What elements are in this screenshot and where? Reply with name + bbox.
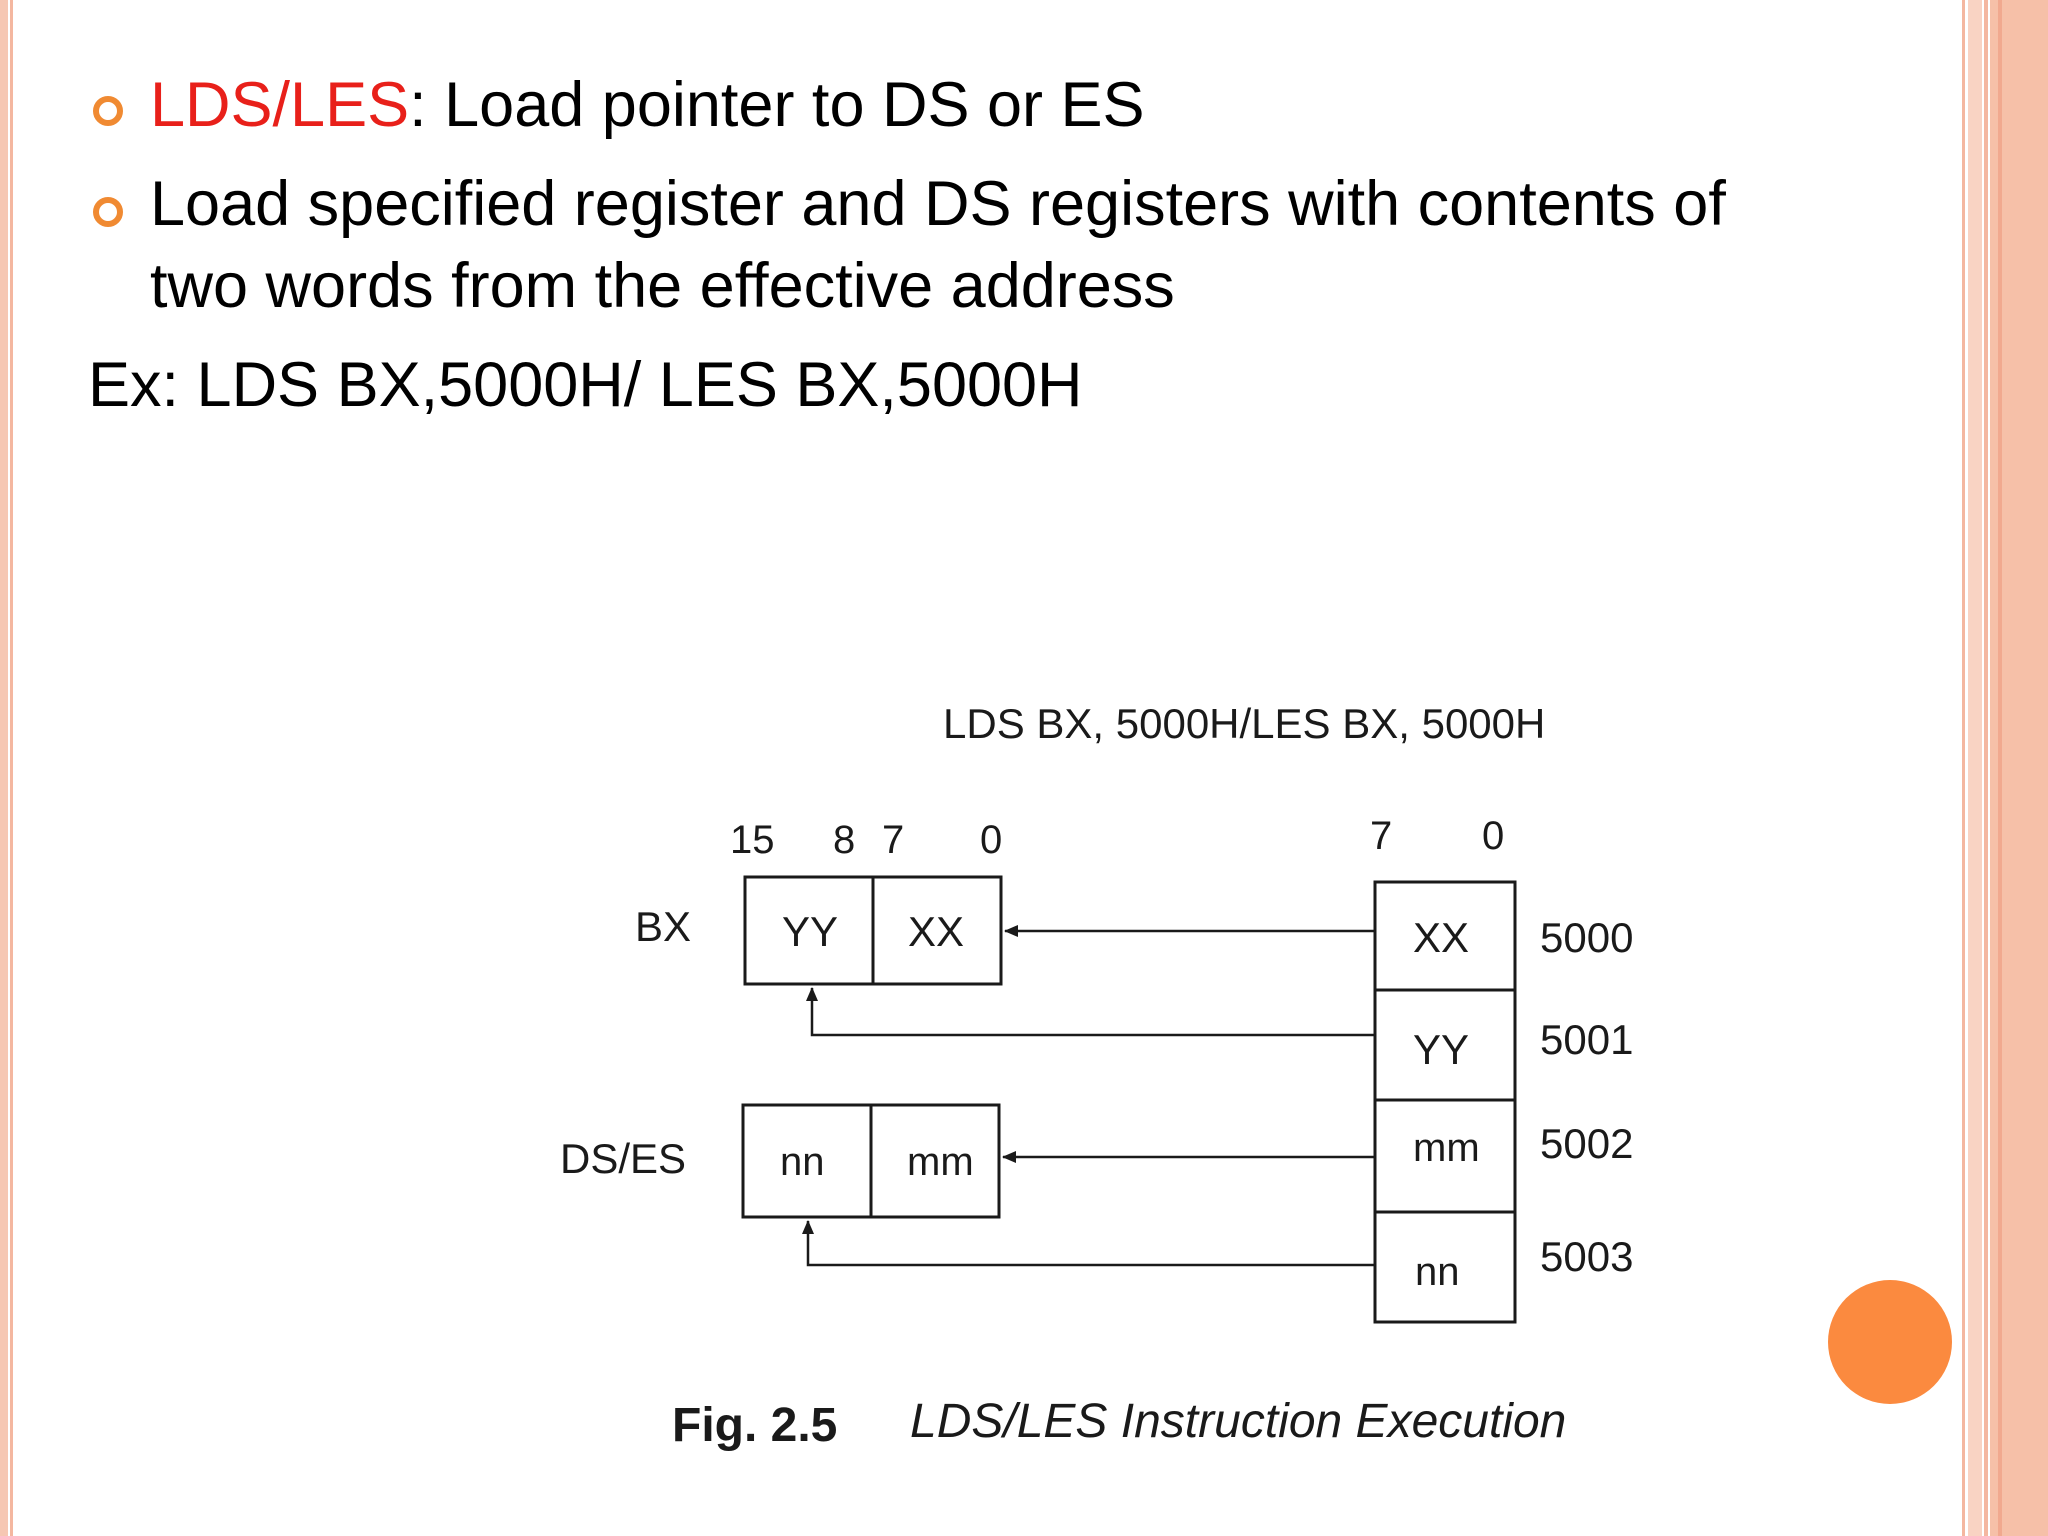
bullet-2-line-2: two words from the effective address bbox=[150, 251, 1175, 321]
bullet-2-line-1: Load specified register and DS registers with contents of bbox=[150, 169, 1726, 239]
memory-value: nn bbox=[1415, 1250, 1460, 1294]
memory-value: XX bbox=[1413, 914, 1470, 961]
dses-label: DS/ES bbox=[560, 1135, 687, 1182]
bit-15-label: 15 bbox=[730, 818, 775, 862]
caption-number: Fig. 2.5 bbox=[672, 1399, 838, 1452]
mem-bit-0-label: 0 bbox=[1482, 814, 1505, 858]
example-text: Ex: LDS BX,5000H/ LES BX,5000H bbox=[88, 350, 1083, 420]
mem-bit-7-label: 7 bbox=[1370, 814, 1393, 858]
bullet-1-highlight: LDS/LES bbox=[150, 70, 410, 140]
bit-8-label: 8 bbox=[833, 818, 856, 862]
memory-address: 5002 bbox=[1540, 1120, 1634, 1167]
bx-high-value: YY bbox=[782, 908, 839, 955]
bit-0-label: 0 bbox=[980, 818, 1003, 862]
caption-text: LDS/LES Instruction Execution bbox=[910, 1395, 1567, 1448]
bit-7-label: 7 bbox=[882, 818, 905, 862]
memory-address: 5001 bbox=[1540, 1016, 1634, 1063]
figure-title: LDS BX, 5000H/LES BX, 5000H bbox=[943, 700, 1546, 747]
bx-label: BX bbox=[635, 903, 692, 950]
dses-low-value: mm bbox=[907, 1140, 974, 1184]
arrow-nn-to-dses-high bbox=[808, 1221, 1375, 1265]
memory-address: 5003 bbox=[1540, 1233, 1634, 1280]
memory-address: 5000 bbox=[1540, 914, 1634, 961]
arrow-yy-to-bx-high bbox=[812, 988, 1375, 1035]
dses-high-value: nn bbox=[780, 1140, 825, 1184]
memory-value: YY bbox=[1413, 1026, 1470, 1073]
bullet-1-text: : Load pointer to DS or ES bbox=[409, 70, 1145, 140]
bx-low-value: XX bbox=[908, 908, 965, 955]
memory-value: mm bbox=[1413, 1126, 1480, 1170]
